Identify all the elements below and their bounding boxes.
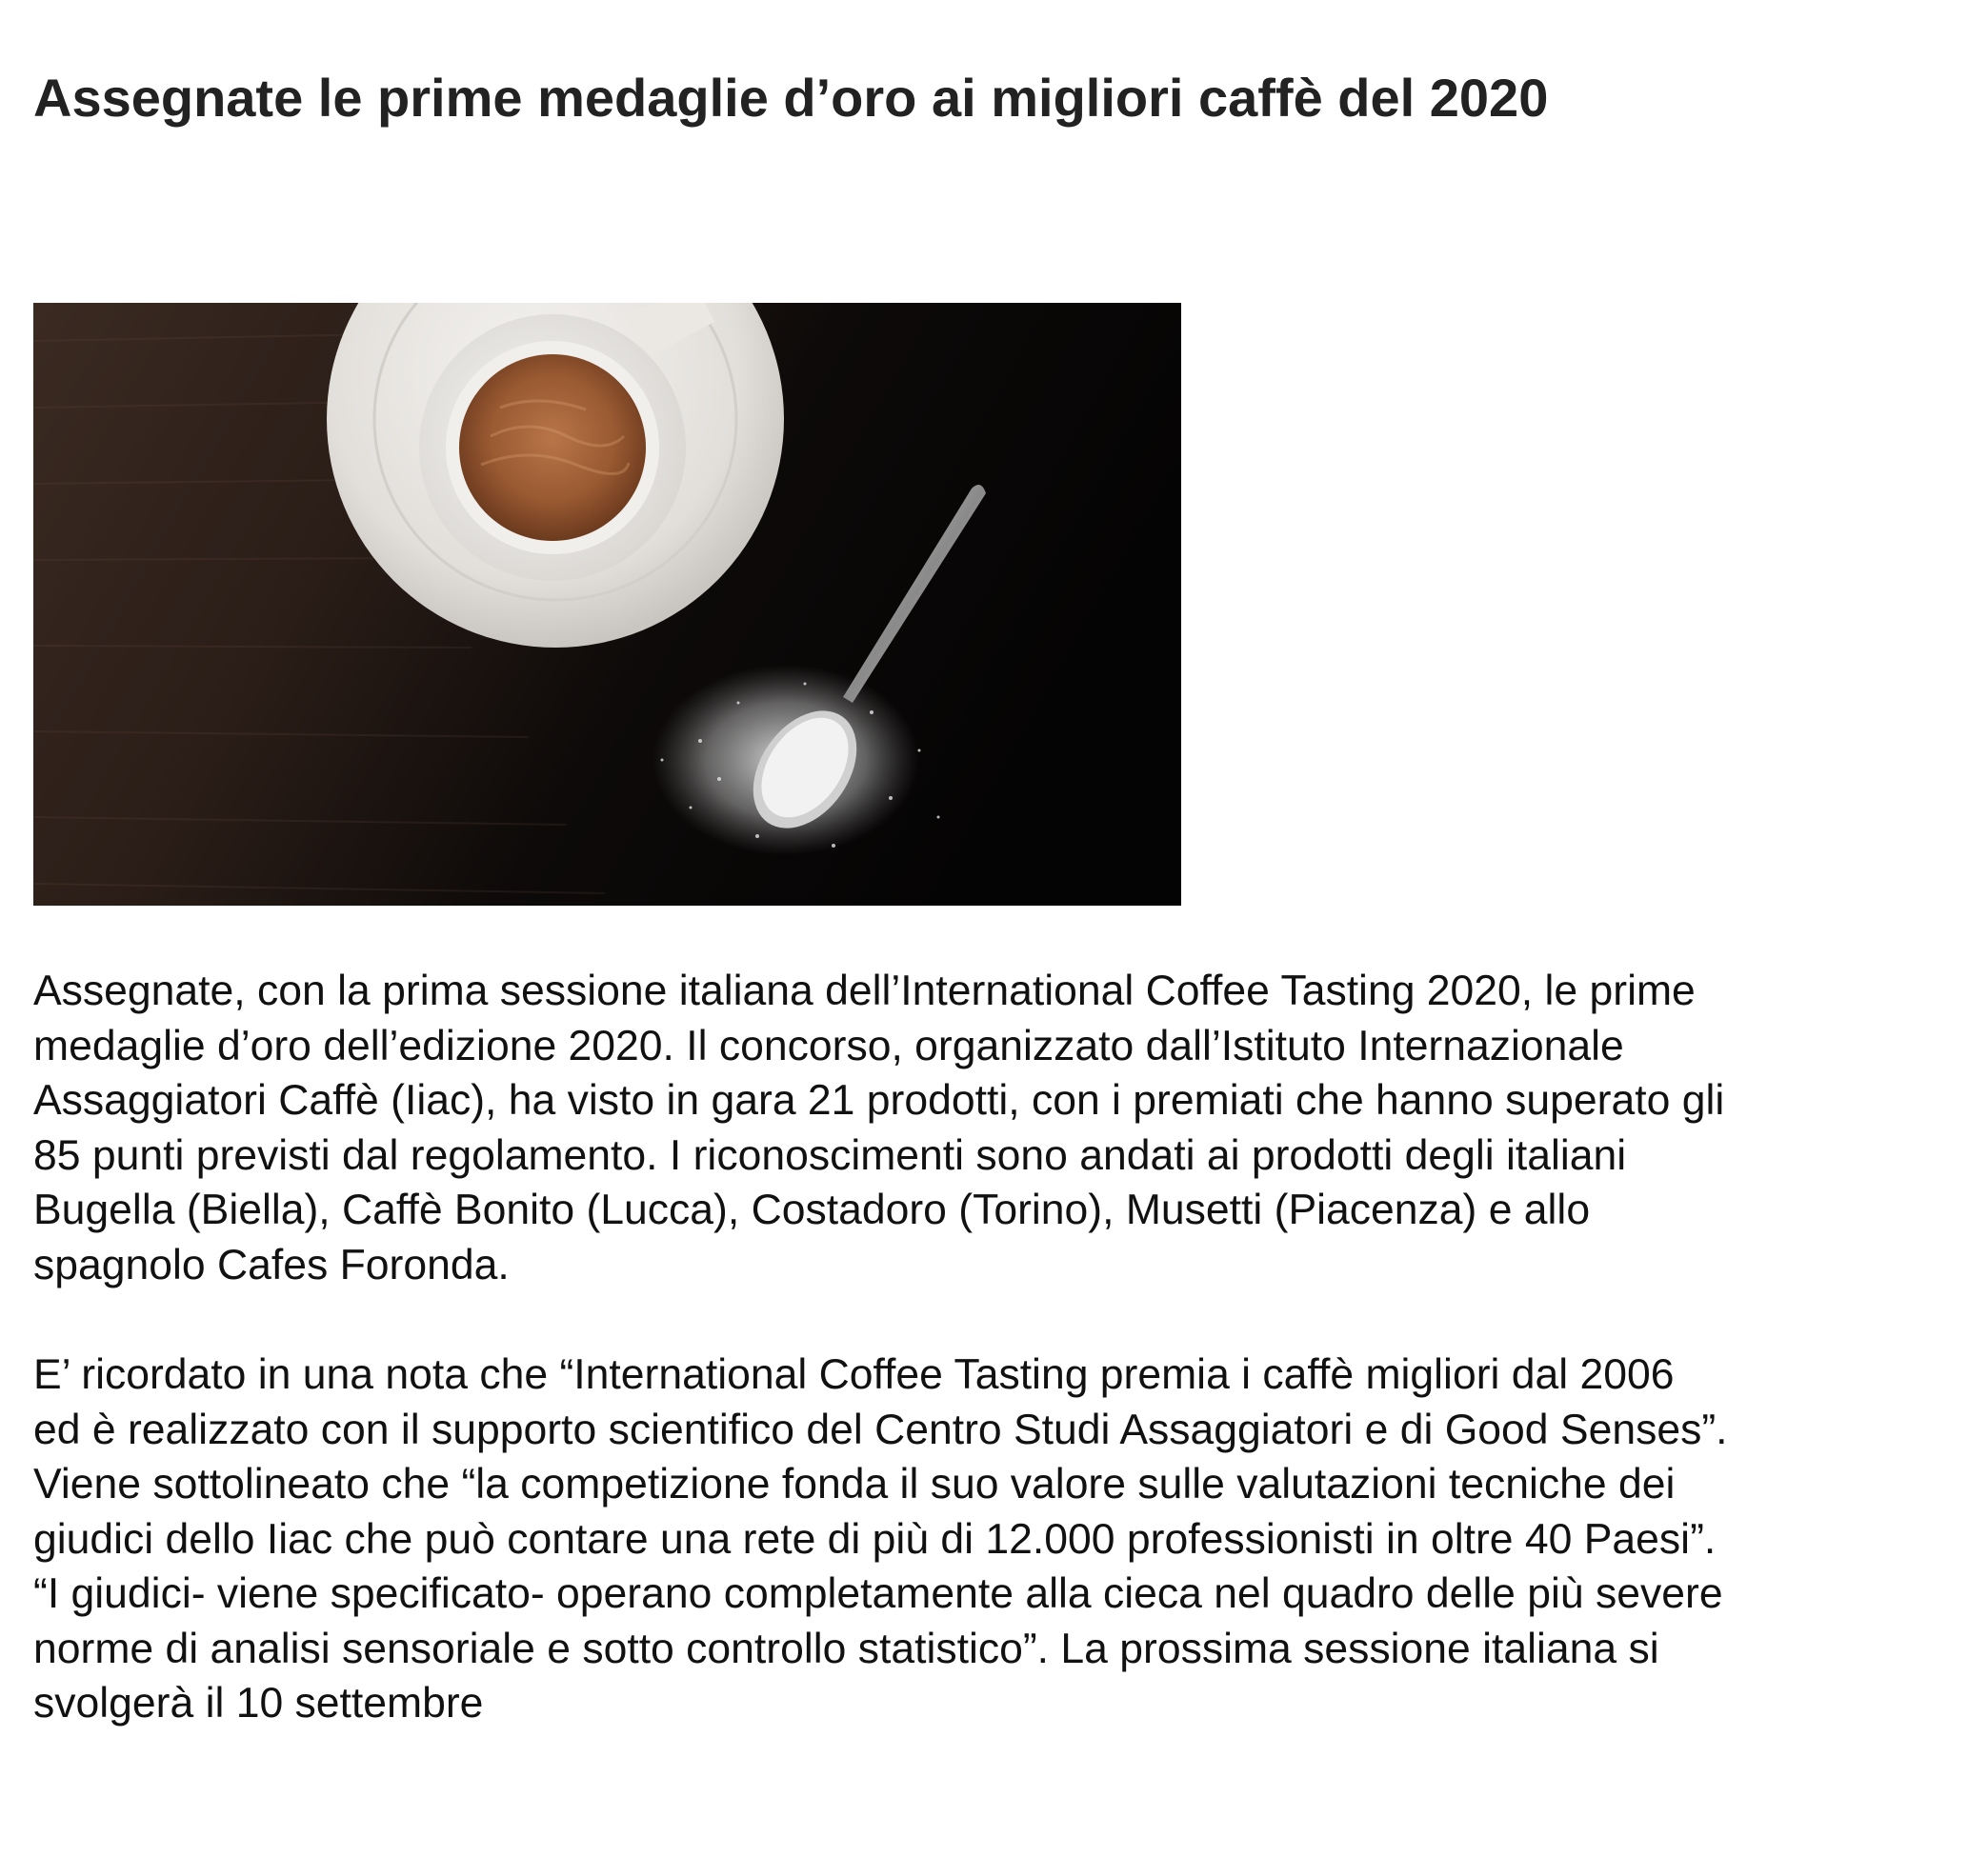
article-title: Assegnate le prime medaglie d’oro ai migliori caffè del 2020 [33,68,1549,128]
paragraph-line: 85 punti previsti dal regolamento. I riconoscimenti sono andati ai prodotti degli italiani [33,1131,1627,1179]
paragraph-line: norme di analisi sensoriale e sotto controllo statistico”. La prossima sessione italiana si [33,1625,1659,1672]
paragraph-line: Bugella (Biella), Caffè Bonito (Lucca), Costadoro (Torino), Musetti (Piacenza) e allo [33,1187,1591,1233]
espresso-photo-illustration [33,303,1181,906]
paragraph-line: spagnolo Cafes Foronda. [33,1241,510,1288]
article-paragraph-2 [33,1348,1967,1731]
article-paragraph-1 [33,964,1967,1292]
paragraph-line: medaglie d’oro dell’edizione 2020. Il concorso, organizzato dall’Istituto Internazionale [33,1022,1624,1069]
paragraph-line: “I giudici- viene specificato- operano completamente alla cieca nel quadro delle più severe [33,1570,1723,1617]
paragraph-line: Viene sottolineato che “la competizione fonda il suo valore sulle valutazioni tecniche dei [33,1461,1676,1508]
paragraph-line: Assegnate, con la prima sessione italiana dell’International Coffee Tasting 2020, le prime [33,968,1696,1014]
paragraph-line: giudici dello Iiac che può contare una rete di più di 12.000 professionisti in oltre 40 Paesi”. [33,1515,1717,1563]
article-photo [33,303,1181,906]
paragraph-line: svolgerà il 10 settembre [33,1680,484,1727]
paragraph-line: ed è realizzato con il supporto scientifico del Centro Studi Assaggiatori e di Good Senses”. [33,1406,1728,1453]
paragraph-line: E’ ricordato in una nota che “International Coffee Tasting premia i caffè migliori dal 2006 [33,1351,1675,1398]
paragraph-line: Assaggiatori Caffè (Iiac), ha visto in gara 21 prodotti, con i premiati che hanno superato gli [33,1077,1725,1124]
